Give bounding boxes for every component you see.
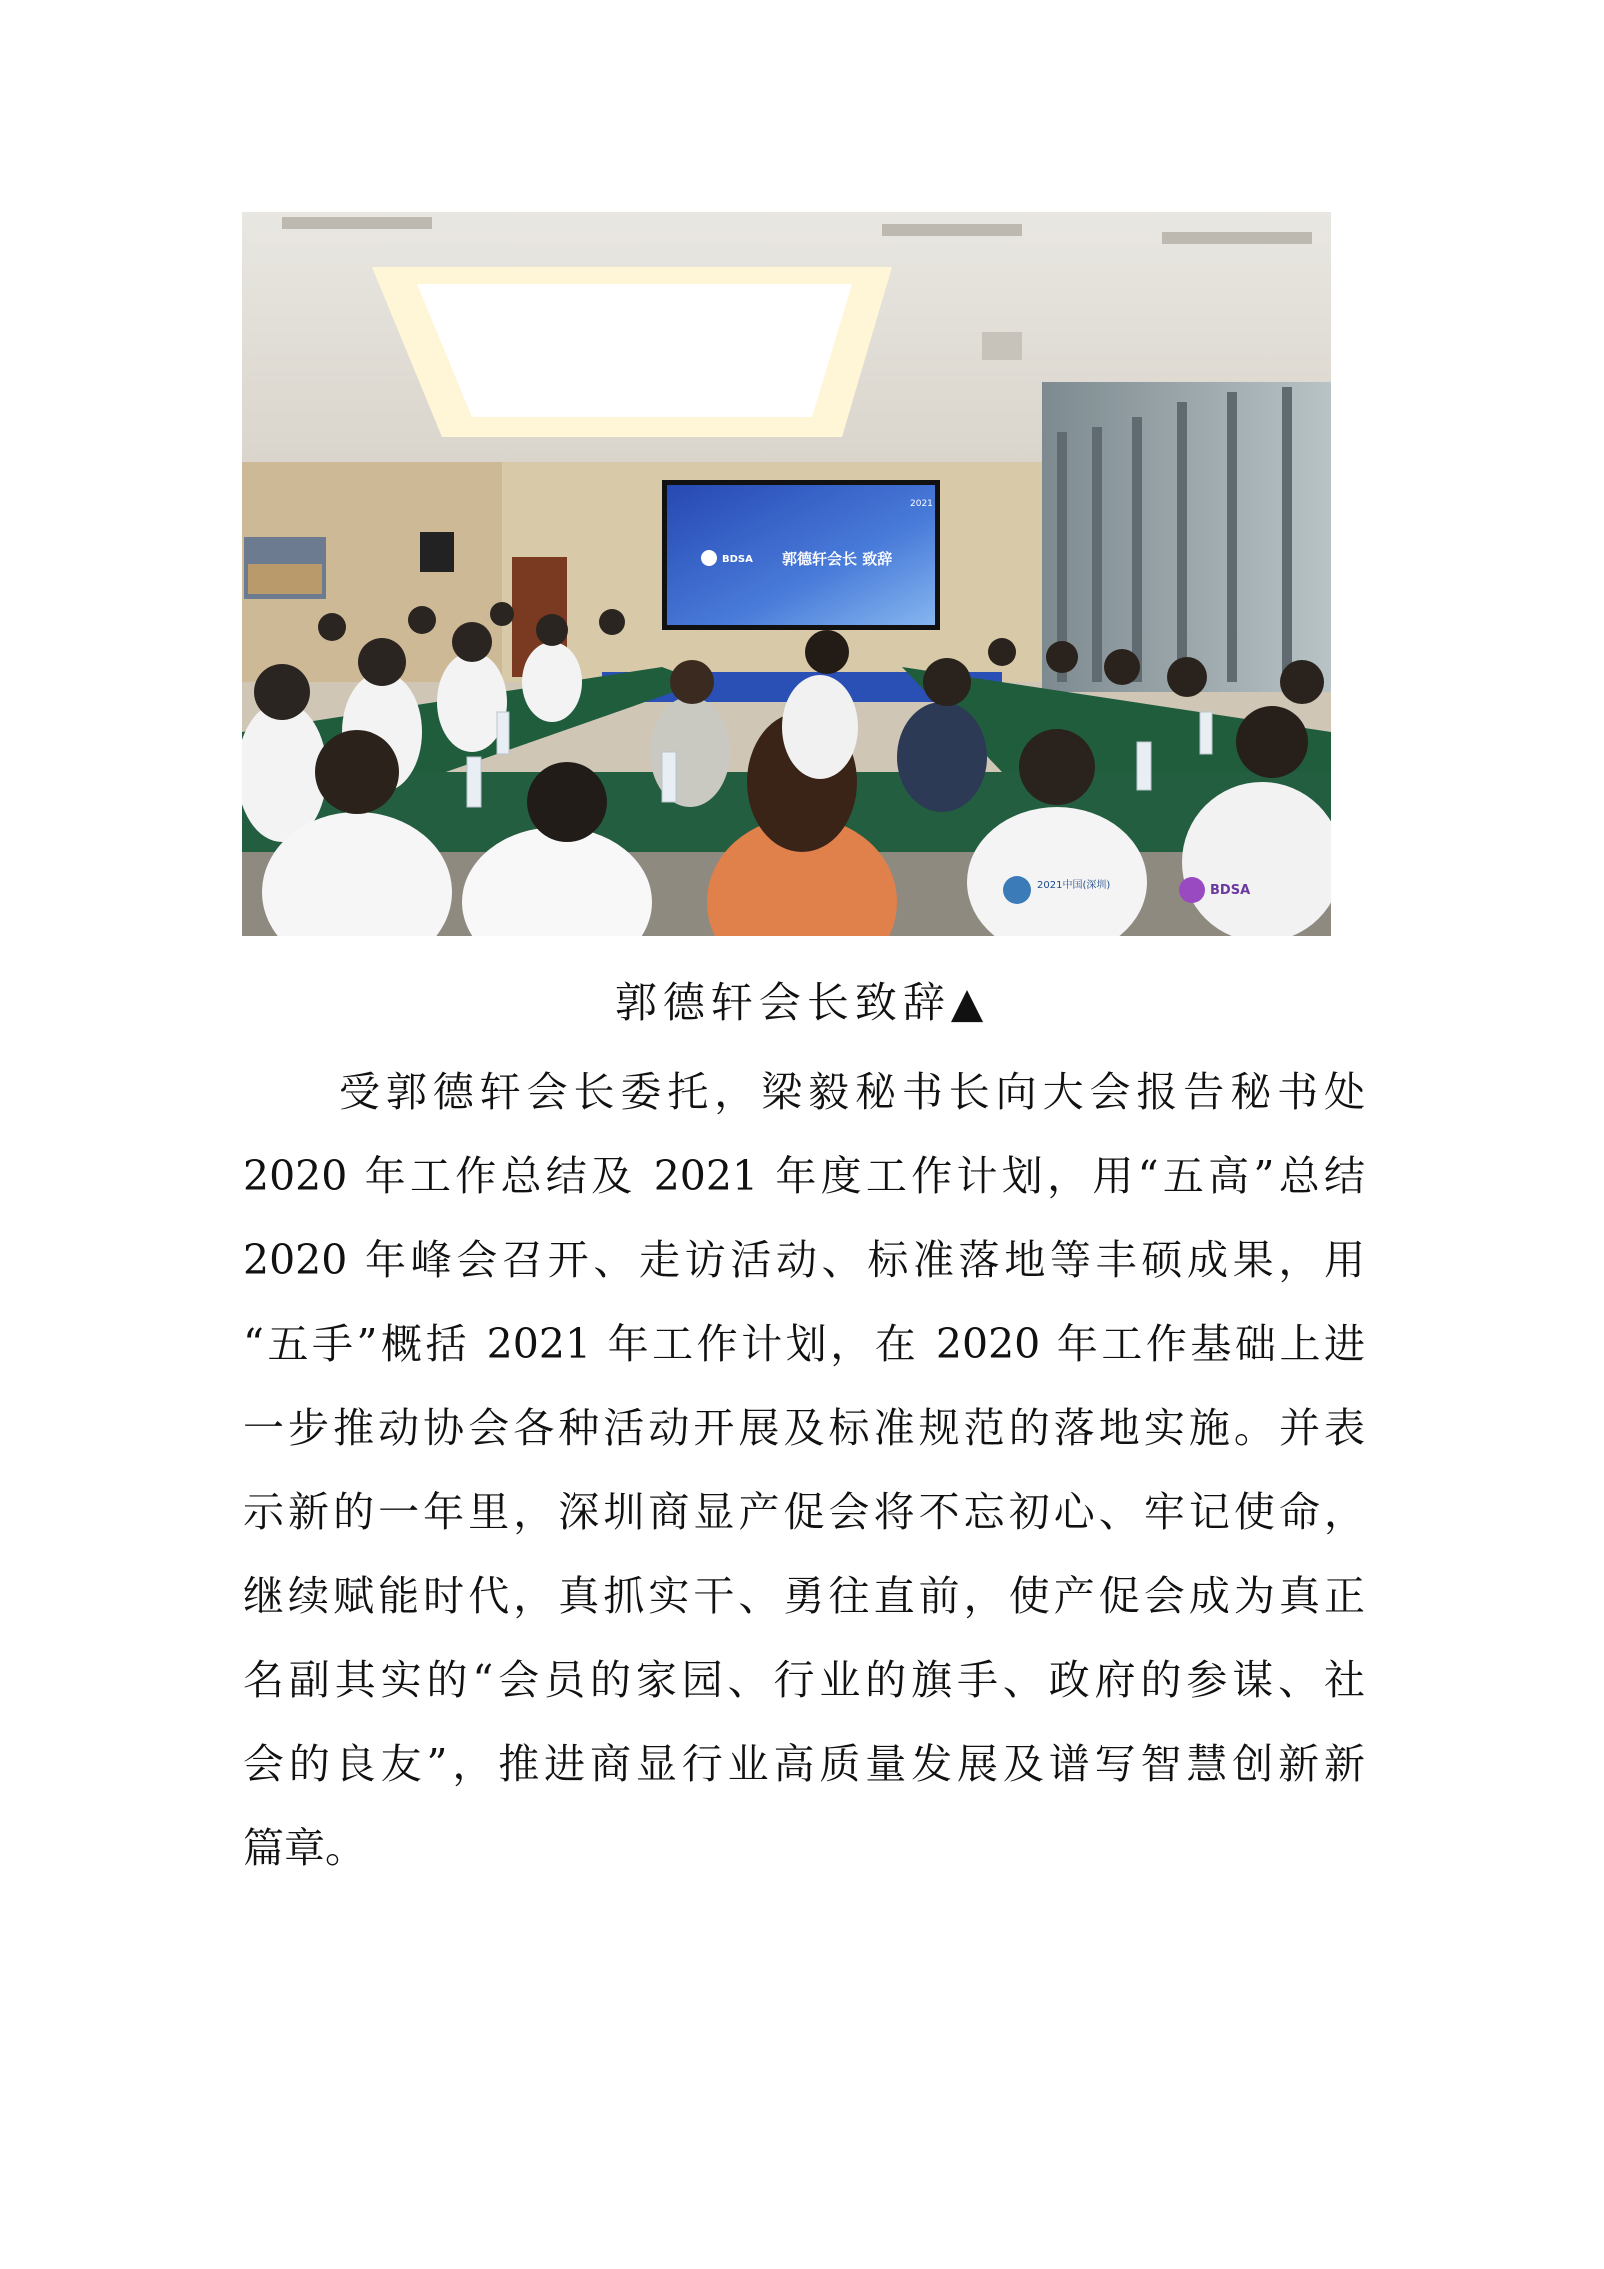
paragraph-line: “五手”概括 2021 年工作计划，在 2020 年工作基础上进 [243, 1320, 1365, 1368]
paragraph-line: 一步推动协会各种活动开展及标准规范的落地实施。并表 [243, 1404, 1365, 1452]
conference-room-illustration [242, 212, 1331, 936]
paragraph-line: 2020 年工作总结及 2021 年度工作计划，用“五高”总结 [243, 1152, 1365, 1200]
paragraph-line: 名副其实的“会员的家园、行业的旗手、政府的参谋、社 [243, 1656, 1365, 1704]
paragraph-line: 2020 年峰会召开、走访活动、标准落地等丰硕成果，用 [243, 1236, 1365, 1284]
screen-logo: BDSA [722, 554, 753, 565]
paragraph-line: 篇章。 [243, 1824, 366, 1872]
screen-year: 2021 [910, 499, 933, 509]
report-paragraph [243, 1050, 1365, 1890]
conference-photo [242, 212, 1331, 936]
screen-title: 郭德轩会长 致辞 [782, 550, 893, 568]
banner-logo: BDSA [1210, 883, 1251, 898]
paragraph-line: 受郭德轩会长委托，梁毅秘书长向大会报告秘书处 [339, 1068, 1365, 1116]
paragraph-line: 示新的一年里，深圳商显产促会将不忘初心、牢记使命， [243, 1488, 1365, 1536]
paragraph-line: 继续赋能时代，真抓实干、勇往直前，使产促会成为真正 [243, 1572, 1365, 1620]
banner-text: 2021中国(深圳) [1037, 880, 1111, 891]
photo-caption: 郭德轩会长致辞▲ [614, 978, 990, 1027]
paragraph-line: 会的良友”，推进商显行业高质量发展及谱写智慧创新新 [243, 1740, 1365, 1788]
